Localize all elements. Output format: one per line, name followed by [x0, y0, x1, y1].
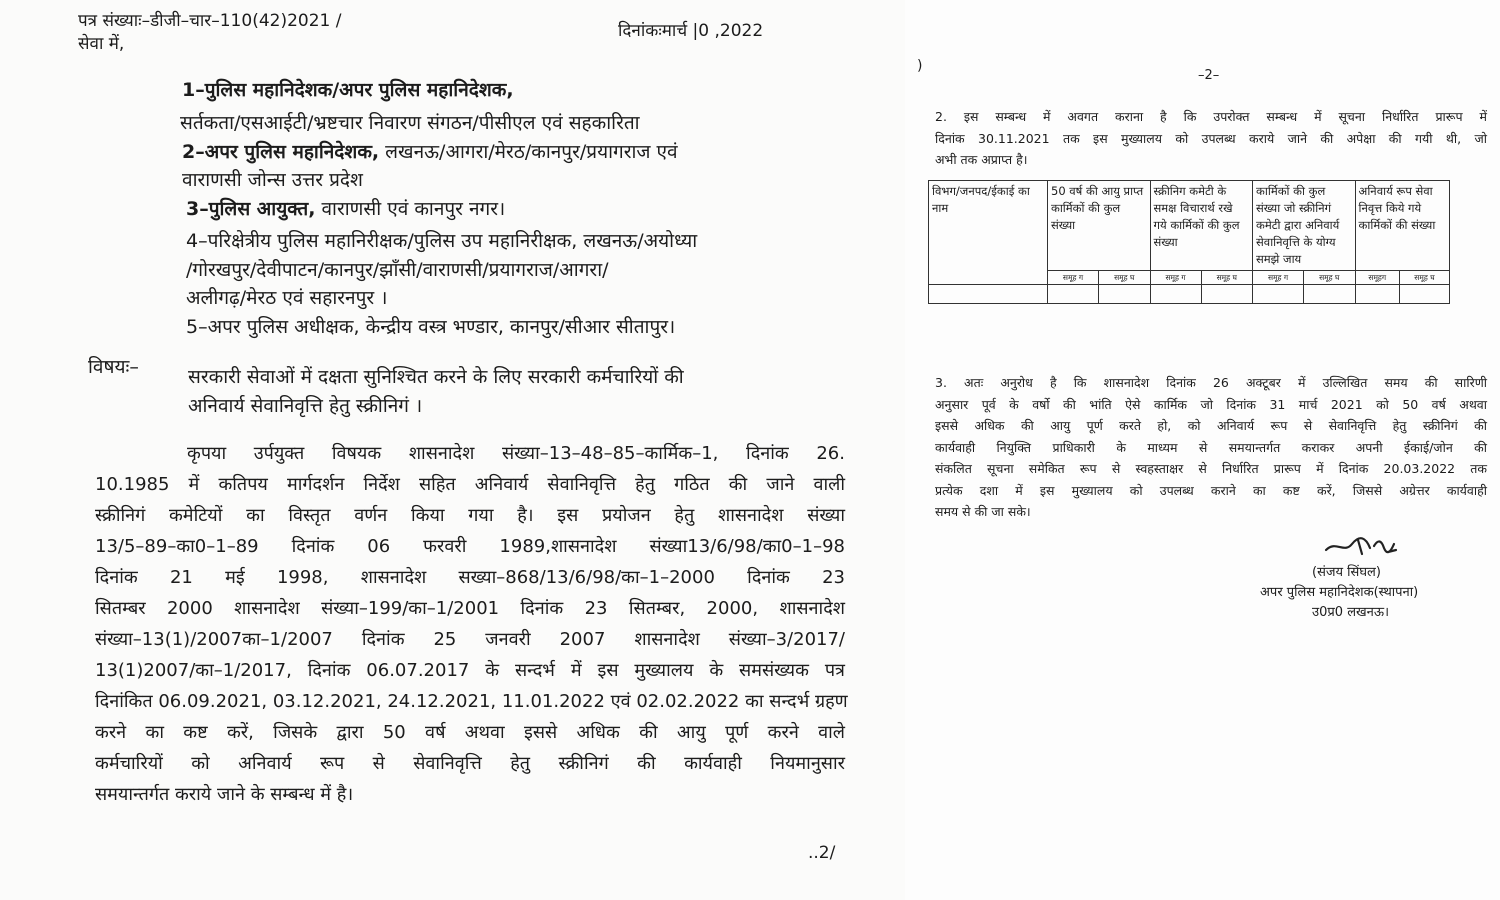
- paren-mark: ): [917, 58, 923, 74]
- body-line: संख्या–13(1)/2007का–1/2007 दिनांक 25 जनवरी 2007 शासनादेश संख्या–3/2017/: [95, 629, 845, 650]
- body-line: दिनांक 21 मई 1998, शासनादेश सख्या–868/13/6/98/का–1–2000 दिनांक 23: [95, 567, 845, 588]
- addressee-line: [182, 166, 363, 192]
- addressee-title: 3–पुलिस आयुक्त,: [186, 198, 316, 220]
- addressee-line: [180, 109, 640, 135]
- addressee-text: लखनऊ/आगरा/मेरठ/कानपुर/प्रयागराज एवं: [379, 141, 678, 163]
- signatory-name: (संजय सिंघल): [1312, 565, 1381, 580]
- addressee-line: [182, 76, 514, 102]
- body-line: समयान्तर्गत कराये जाने के सम्बन्ध में है।: [95, 784, 354, 805]
- addressee-text: /गोरखपुर/देवीपाटन/कानपुर/झाँसी/वाराणसी/प्रयागराज/आगरा/: [186, 259, 609, 281]
- table-subheader: समूह घ: [1304, 271, 1356, 285]
- body-paragraph: [95, 438, 848, 810]
- subject-label: विषयः–: [88, 356, 139, 378]
- addressee-title: 1–पुलिस महानिदेशक/अपर पुलिस महानिदेशक,: [182, 79, 514, 101]
- page-number: –2–: [1198, 68, 1220, 83]
- body-line: 10.1985 में कतिपय मार्गदर्शन निर्देश सहित अनिवार्य सेवानिवृत्ति हेतु गठित की जाने वाली: [95, 474, 845, 495]
- signature-mark: [1318, 530, 1408, 560]
- addressee-line: [182, 138, 678, 164]
- body-line: 13(1)2007/का–1/2017, दिनांक 06.07.2017 के सन्दर्भ में इस मुख्यालय के समसंख्यक पत्र: [95, 660, 845, 681]
- data-table: [928, 180, 1450, 304]
- paragraph-line: दिनांक 30.11.2021 तक इस मुख्यालय को उपलब्ध कराये जाने की अपेक्षा की गयी थी, जो: [935, 130, 1487, 146]
- signatory-designation: अपर पुलिस महानिदेशक(स्थापना): [1260, 585, 1419, 600]
- salutation-seva: सेवा में,: [78, 34, 125, 54]
- body-line: कृपया उर्पयुक्त विषयक शासनादेश संख्या–13–48–85–कार्मिक–1, दिनांक 26.: [187, 443, 845, 464]
- table-row: [929, 285, 1450, 304]
- addressee-text: 5–अपर पुलिस अधीक्षक, केन्द्रीय वस्त्र भण्डार, कानपुर/सीआर सीतापुर।: [186, 316, 676, 338]
- paragraph-line: समय से की जा सके।: [935, 504, 1031, 519]
- table-subheader: समूह घ: [1201, 271, 1253, 285]
- addressee-line: [186, 227, 697, 253]
- subject-line-2: अनिवार्य सेवानिवृत्ति हेतु स्क्रीनिगं ।: [188, 395, 423, 417]
- body-line: स्क्रीनिगं कमेटियों का विस्तृत वर्णन किया गया है। इस प्रयोजन हेतु शासनादेश संख्या: [95, 505, 845, 526]
- body-line: सितम्बर 2000 शासनादेश संख्या–199/का–1/2001 दिनांक 23 सितम्बर, 2000, शासनादेश: [95, 598, 845, 619]
- body-line: कर्मचारियों को अनिवार्य रूप से सेवानिवृत्ति हेतु स्क्रीनिगं की कार्यवाही नियमानुसार: [95, 753, 845, 774]
- addressee-text: वाराणसी जोन्स उत्तर प्रदेश: [182, 169, 363, 191]
- addressee-line: [186, 313, 675, 339]
- addressee-text: 4–परिक्षेत्रीय पुलिस महानिरीक्षक/पुलिस उप महानिरीक्षक, लखनऊ/अयोध्या: [186, 230, 698, 252]
- paragraph-line: इससे अधिक की आयु पूर्ण करते हो, को अनिवार्य रूप से सेवानिवृत्ति हेतु स्क्रीनिगं की: [935, 418, 1487, 433]
- table-subheader: समूह ग: [1150, 271, 1201, 285]
- table-header-screening: स्क्रीनिग कमेटी के समक्ष विचारार्थ रखे गये कार्मिकों की कुल संख्या: [1150, 181, 1253, 271]
- letter-number: पत्र संख्याः–डीजी–चार–110(42)2021 /: [78, 11, 342, 31]
- table-header-eligible: कार्मिकों की कुल संख्या जो स्क्रीनिगं कमेटी द्वारा अनिवार्य सेवानिवृत्ति के योग्य समझे जाय: [1253, 181, 1356, 271]
- table-subheader: समूह घ: [1399, 271, 1449, 285]
- table-header-dept: विभग/जनपद/ईकाई का नाम: [929, 181, 1048, 285]
- table-header-retired: अनिवार्य रूप सेवा निवृत्त किये गये कार्मिकों की संख्या: [1355, 181, 1449, 271]
- addressee-text: वाराणसी एवं कानपुर नगर।: [315, 198, 506, 220]
- paragraph-line: संकलित सूचना समेकित रूप से स्वहस्ताक्षर से निर्धारित प्रारूप में दिनांक 20.03.2022 तक: [935, 461, 1487, 476]
- paragraph-line: अभी तक अप्राप्त है।: [935, 152, 1028, 167]
- addressee-line: [186, 195, 505, 221]
- addressee-title: 2–अपर पुलिस महानिदेशक,: [182, 141, 380, 163]
- body-line: 13/5–89–का0–1–89 दिनांक 06 फरवरी 1989,शासनादेश संख्या13/6/98/का0–1–98: [95, 536, 845, 557]
- paragraph-line: प्रत्येक दशा में इस मुख्यालय को उपलब्ध कराने का कष्ट करें, जिससे अग्रेत्तर कार्यवाही: [935, 482, 1487, 498]
- addressee-line: [186, 284, 387, 310]
- subject-line-1: सरकारी सेवाओं में दक्षता सुनिश्चित करने के लिए सरकारी कर्मचारियों की: [188, 366, 684, 388]
- page-continuation: ..2/: [808, 843, 836, 863]
- paragraph-line: 3. अतः अनुरोध है कि शासनादेश दिनांक 26 अक्टूबर में उल्लिखित समय की सारिणी: [935, 375, 1487, 390]
- paragraph-3: [935, 372, 1487, 523]
- table-subheader: समूह ग: [1048, 271, 1099, 285]
- addressee-line: [186, 256, 609, 282]
- letter-date: दिनांकःमार्च |0 ,2022: [618, 21, 764, 41]
- body-line: दिनांकित 06.09.2021, 03.12.2021, 24.12.2021, 11.01.2022 एवं 02.02.2022 का सन्दर्भ ग्रहण: [95, 691, 848, 712]
- table-subheader: समूहग: [1355, 271, 1399, 285]
- paragraph-2: [935, 106, 1487, 171]
- table-header-age50: 50 वर्ष की आयु प्राप्त कार्मिकों की कुल संख्या: [1048, 181, 1151, 271]
- addressee-text: अलीगढ़/मेरठ एवं सहारनपुर ।: [186, 287, 388, 309]
- paragraph-line: 2. इस सम्बन्ध में अवगत कराना है कि उपरोक्त सम्बन्ध में सूचना निर्धारित प्रारूप में: [935, 109, 1487, 124]
- body-line: करने का कष्ट करें, जिसके द्वारा 50 वर्ष अथवा इससे अधिक की आयु पूर्ण करने वाले: [95, 722, 845, 743]
- table-subheader: समूह ग: [1253, 271, 1304, 285]
- table-subheader: समूह घ: [1099, 271, 1151, 285]
- paragraph-line: कार्यवाही नियुक्ति प्राधिकारी के माध्यम से समयान्तर्गत कराकर अपनी ईकाई/जोन की: [935, 439, 1487, 455]
- paragraph-line: अनुसार पूर्व के वर्षो की भांति ऐसे कार्मिक जो दिनांक 31 मार्च 2021 को 50 वर्ष अथवा: [935, 396, 1487, 412]
- addressee-text: सर्तकता/एसआईटी/भ्रष्टचार निवारण संगठन/पीसीएल एवं सहकारिता: [180, 112, 640, 134]
- signatory-place: उ0प्र0 लखनऊ।: [1312, 605, 1389, 620]
